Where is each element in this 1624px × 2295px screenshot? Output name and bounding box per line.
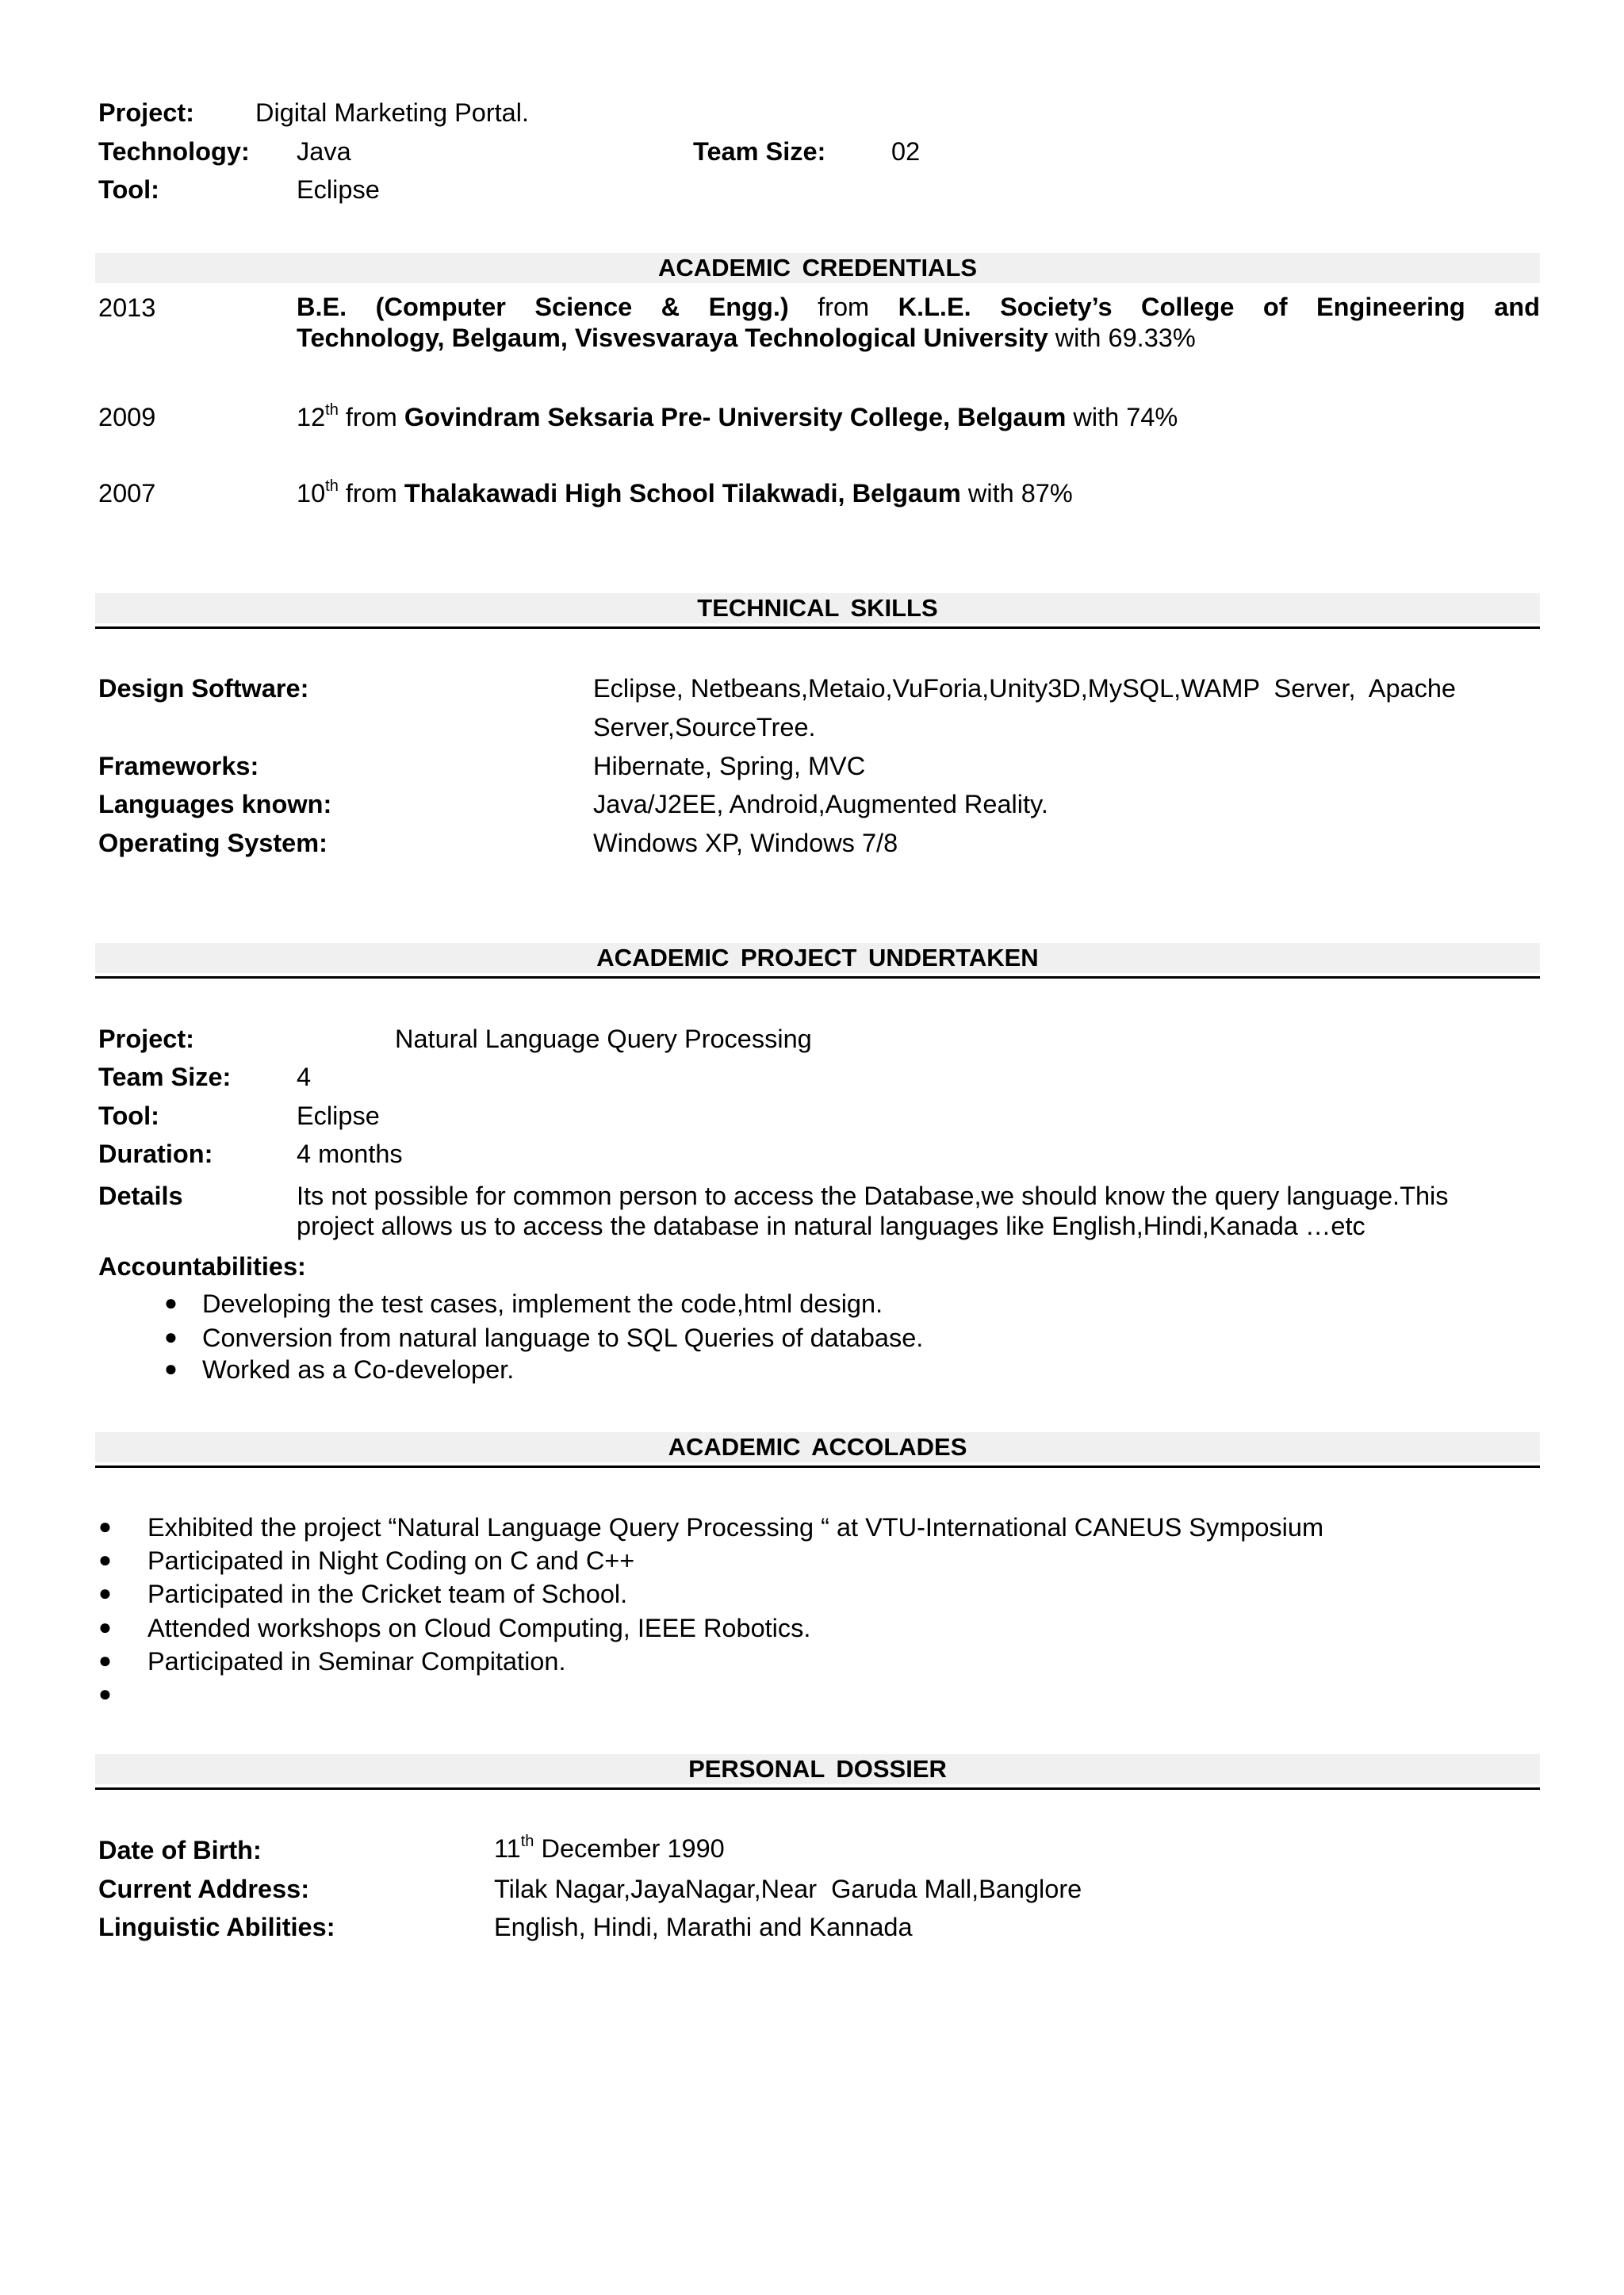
dob-value: [494, 1834, 725, 1864]
credential-12th-from: from: [345, 403, 397, 431]
technical-skills-rule: [95, 626, 1540, 629]
credential-12th-suffix: th: [325, 401, 339, 420]
credential-12th-institution: Govindram Seksaria Pre- University College, Belgaum: [404, 403, 1067, 431]
credential-year-2007: 2007: [98, 479, 156, 508]
dob-day: 11: [494, 1834, 521, 1863]
ap-project-label: Project:: [98, 1025, 195, 1053]
credential-10th: [297, 479, 1073, 508]
ap-details-line-1: Its not possible for common person to access the Database,we should know the query language.This: [297, 1182, 1449, 1210]
bullet-icon: ●: [98, 1580, 112, 1605]
ap-duration-label: Duration:: [98, 1140, 213, 1168]
credential-be-score: with 69.33%: [1055, 324, 1196, 352]
academic-project-heading: ACADEMIC PROJECT UNDERTAKEN: [95, 943, 1540, 973]
dob-rest: December 1990: [541, 1834, 725, 1863]
bullet-icon: ●: [98, 1681, 112, 1706]
bullet-icon: ●: [98, 1615, 112, 1639]
academic-accolades-heading: ACADEMIC ACCOLADES: [95, 1432, 1540, 1462]
academic-credentials-heading: ACADEMIC CREDENTIALS: [95, 253, 1540, 283]
address-value: Tilak Nagar,JayaNagar,Near Garuda Mall,Banglore: [494, 1875, 1082, 1903]
linguistic-value: English, Hindi, Marathi and Kannada: [494, 1913, 913, 1941]
technical-skills-heading: TECHNICAL SKILLS: [95, 593, 1540, 623]
operating-system-value: Windows XP, Windows 7/8: [593, 829, 898, 857]
tool-label: Tool:: [98, 175, 159, 204]
address-label: Current Address:: [98, 1875, 310, 1903]
team-size-label: Team Size:: [693, 137, 826, 166]
accolade-item: Participated in Seminar Compitation.: [147, 1647, 566, 1676]
credential-12th-grade: 12: [297, 403, 326, 431]
credential-10th-institution: Thalakawadi High School Tilakwadi, Belgaum: [404, 479, 961, 508]
credential-10th-grade: 10: [297, 479, 326, 508]
credential-12th: [297, 403, 1178, 432]
credential-year-2013: 2013: [98, 293, 156, 322]
accountability-item: Worked as a Co-developer.: [202, 1355, 515, 1384]
credential-10th-from: from: [345, 479, 397, 508]
accountability-item: Conversion from natural language to SQL Queries of database.: [202, 1324, 924, 1352]
accolade-item: Attended workshops on Cloud Computing, IEEE Robotics.: [147, 1614, 811, 1642]
credential-be-from: from: [818, 293, 870, 321]
credential-be-text: [297, 292, 1540, 354]
accolade-item: Participated in the Cricket team of School.: [147, 1580, 628, 1608]
ap-details-line-2: project allows us to access the database in natural languages like English,Hindi,Kanada …etc: [297, 1212, 1365, 1240]
linguistic-label: Linguistic Abilities:: [98, 1913, 335, 1941]
accolade-item: Participated in Night Coding on C and C++: [147, 1546, 635, 1575]
accountability-item: Developing the test cases, implement the code,html design.: [202, 1289, 883, 1318]
frameworks-label: Frameworks:: [98, 752, 259, 780]
ap-tool-label: Tool:: [98, 1102, 159, 1130]
personal-dossier-rule: [95, 1787, 1540, 1790]
bullet-icon: ●: [164, 1290, 178, 1315]
academic-accolades-rule: [95, 1466, 1540, 1468]
design-software-value-1: Eclipse, Netbeans,Metaio,VuForia,Unity3D,MySQL,WAMP Server, Apache: [593, 674, 1457, 703]
accolade-item: Exhibited the project “Natural Language Query Processing “ at VTU-International CANEUS Symposium: [147, 1513, 1324, 1542]
dob-label: Date of Birth:: [98, 1836, 262, 1864]
design-software-value-2: Server,SourceTree.: [593, 713, 816, 741]
credential-10th-suffix: th: [325, 477, 339, 496]
personal-dossier-heading: PERSONAL DOSSIER: [95, 1754, 1540, 1784]
languages-value: Java/J2EE, Android,Augmented Reality.: [593, 790, 1048, 818]
technology-label: Technology:: [98, 137, 250, 166]
bullet-icon: ●: [98, 1514, 112, 1538]
ap-duration-value: 4 months: [297, 1140, 403, 1168]
top-project-label: Project:: [98, 98, 195, 127]
ap-tool-value: Eclipse: [297, 1102, 380, 1130]
operating-system-label: Operating System:: [98, 829, 327, 857]
ap-details-label: Details: [98, 1182, 183, 1210]
design-software-label: Design Software:: [98, 674, 309, 703]
technology-value: Java: [297, 137, 351, 166]
bullet-icon: ●: [98, 1648, 112, 1672]
tool-value: Eclipse: [297, 175, 380, 204]
team-size-value: 02: [891, 137, 921, 166]
bullet-icon: ●: [164, 1356, 178, 1381]
ap-accountabilities-label: Accountabilities:: [98, 1252, 306, 1281]
credential-be-degree: B.E. (Computer Science & Engg.): [297, 293, 789, 321]
bullet-icon: ●: [164, 1324, 178, 1349]
credential-12th-score: with 74%: [1073, 403, 1178, 431]
credential-be-college-2: Technology, Belgaum, Visvesvaraya Technological University: [297, 324, 1048, 352]
credential-year-2009: 2009: [98, 403, 156, 431]
ap-project-value: Natural Language Query Processing: [395, 1025, 812, 1053]
dob-suffix: th: [520, 1833, 534, 1851]
academic-project-rule: [95, 976, 1540, 979]
credential-10th-score: with 87%: [967, 479, 1073, 508]
ap-team-size-label: Team Size:: [98, 1063, 232, 1091]
credential-be-college-1: K.L.E. Society’s College of Engineering and: [898, 293, 1540, 321]
languages-label: Languages known:: [98, 790, 332, 818]
frameworks-value: Hibernate, Spring, MVC: [593, 752, 866, 780]
bullet-icon: ●: [98, 1547, 112, 1572]
ap-team-size-value: 4: [297, 1063, 312, 1091]
top-project-value: Digital Marketing Portal.: [255, 98, 529, 127]
